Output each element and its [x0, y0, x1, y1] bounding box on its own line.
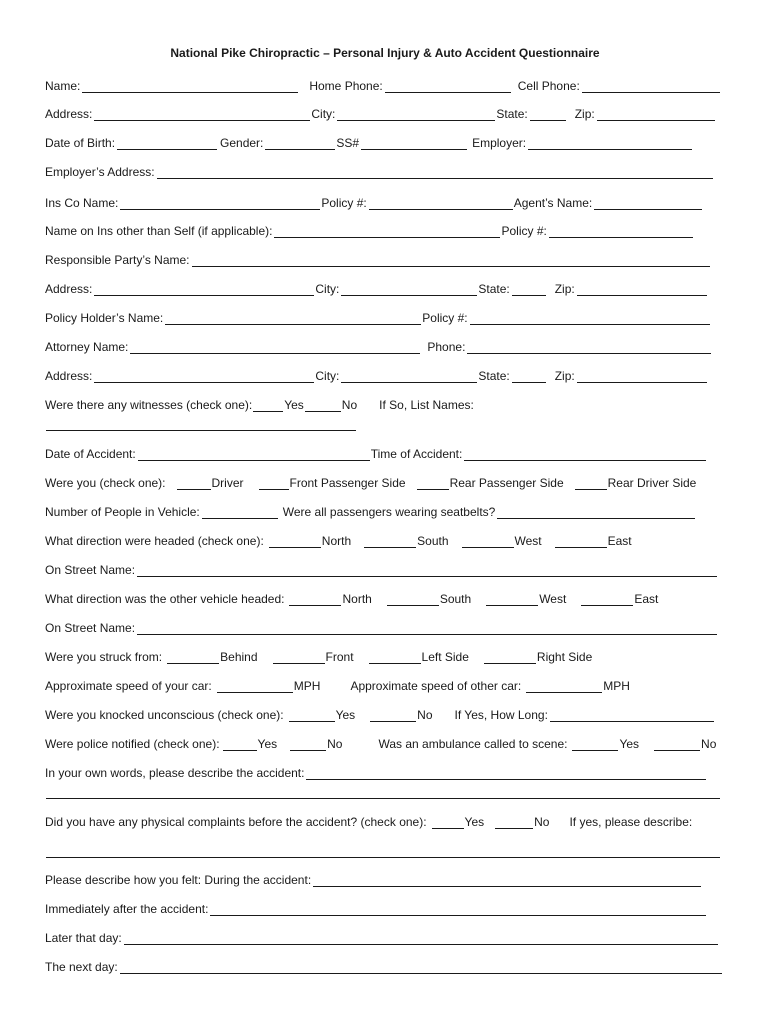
city-blank[interactable]: [337, 109, 495, 121]
gender-field: [220, 136, 336, 150]
driver-label: Driver: [211, 476, 244, 490]
no-blank[interactable]: [495, 817, 533, 829]
east-blank[interactable]: [581, 594, 633, 606]
name-row: [45, 79, 721, 93]
city-blank[interactable]: [341, 284, 477, 296]
attorney-name-field: [45, 340, 421, 354]
east-field: [580, 592, 658, 606]
employer-s-address-field: [45, 165, 714, 179]
west-label: West: [539, 592, 567, 606]
approximate-speed-of-other-car-field: [350, 679, 521, 693]
east-field: [554, 534, 632, 548]
city-field: [311, 107, 496, 121]
witnesses-line-row: [45, 419, 357, 431]
immediately-row: [45, 902, 707, 916]
state-blank[interactable]: [530, 109, 566, 121]
later-that-day-label: Later that day:: [45, 931, 122, 945]
home-phone-label: Home Phone:: [309, 79, 383, 93]
unconscious-row: [45, 708, 715, 722]
south-label: South: [417, 534, 449, 548]
name-on-ins-other-than-self-if-applicable-field: [45, 224, 501, 238]
agent-s-name-blank[interactable]: [594, 198, 702, 210]
north-field: [268, 534, 351, 548]
rear-driver-side-blank[interactable]: [575, 478, 607, 490]
address-blank[interactable]: [94, 284, 314, 296]
people-row: [45, 505, 696, 519]
policy-holder-s-name-label: Policy Holder’s Name:: [45, 311, 164, 325]
state-field: [478, 369, 546, 383]
on-street-name-label: On Street Name:: [45, 563, 136, 577]
driver-blank[interactable]: [177, 478, 211, 490]
no-label: No: [534, 815, 550, 829]
city-label: City:: [315, 282, 340, 296]
did-you-have-any-physical-complaints-before-the-accident-check-one-field: [45, 815, 427, 829]
rear-driver-side-label: Rear Driver Side: [607, 476, 697, 490]
responsible-party-s-name-label: Responsible Party’s Name:: [45, 253, 190, 267]
address-field: [45, 107, 311, 121]
yes-blank[interactable]: [572, 739, 618, 751]
were-police-notified-check-one-field: [45, 737, 220, 751]
rear-passenger-side-blank[interactable]: [417, 478, 449, 490]
west-blank[interactable]: [462, 536, 514, 548]
approximate-speed-of-your-car-field: [45, 679, 212, 693]
later-row: [45, 931, 719, 945]
in-your-own-words-please-describe-the-accident-label: In your own words, please describe the accident:: [45, 766, 305, 780]
cell-phone-blank[interactable]: [582, 81, 720, 93]
city-field: [315, 282, 478, 296]
no-field: [653, 737, 716, 751]
right-side-field: [483, 650, 592, 664]
time-of-accident-blank[interactable]: [464, 449, 706, 461]
no-field: [289, 737, 342, 751]
were-you-struck-from-label: Were you struck from:: [45, 650, 163, 664]
city-blank[interactable]: [341, 371, 477, 383]
no-label: No: [417, 708, 433, 722]
state-label: State:: [478, 282, 510, 296]
right-side-blank[interactable]: [484, 652, 536, 664]
in-your-own-words-please-describe-the-accident-blank[interactable]: [306, 768, 706, 780]
no-blank[interactable]: [654, 739, 700, 751]
policy-holder-s-name-blank[interactable]: [165, 313, 421, 325]
immediately-after-the-accident-label: Immediately after the accident:: [45, 902, 209, 916]
dob-row: [45, 136, 693, 150]
agent-s-name-label: Agent’s Name:: [513, 196, 593, 210]
policy-field: [321, 196, 513, 210]
on-street-name-label: On Street Name:: [45, 621, 136, 635]
were-you-struck-from-field: [45, 650, 162, 664]
immediately-after-the-accident-blank[interactable]: [210, 904, 706, 916]
north-blank[interactable]: [269, 536, 321, 548]
complaints-line-blank[interactable]: [46, 846, 720, 858]
zip-field: [555, 369, 708, 383]
address-label: Address:: [45, 369, 93, 383]
zip-field: [575, 107, 716, 121]
on-street-name-field: [45, 621, 718, 635]
the-next-day-label: The next day:: [45, 960, 118, 974]
state-blank[interactable]: [512, 371, 546, 383]
front-label: Front: [325, 650, 354, 664]
describe-line-blank[interactable]: [46, 787, 720, 799]
if-yes-how-long-field: [455, 708, 715, 722]
cell-phone-field: [518, 79, 721, 93]
zip-blank[interactable]: [577, 371, 707, 383]
address-label: Address:: [45, 107, 93, 121]
north-label: North: [321, 534, 352, 548]
were-there-any-witnesses-check-one-field: [45, 398, 252, 412]
policy-label: Policy #:: [321, 196, 367, 210]
form-title: National Pike Chiropractic – Personal Injury & Auto Accident Questionnaire: [170, 46, 600, 60]
state-field: [496, 107, 566, 121]
were-you-knocked-unconscious-check-one-label: Were you knocked unconscious (check one):: [45, 708, 284, 722]
rear-passenger-side-label: Rear Passenger Side: [449, 476, 564, 490]
mph-blank[interactable]: [526, 681, 602, 693]
responsible-row: [45, 253, 711, 267]
ins-co-name-label: Ins Co Name:: [45, 196, 119, 210]
address-blank[interactable]: [94, 371, 314, 383]
front-passenger-side-blank[interactable]: [259, 478, 289, 490]
what-direction-were-headed-check-one-field: [45, 534, 264, 548]
date-of-accident-field: [45, 447, 371, 461]
were-police-notified-check-one-label: Were police notified (check one):: [45, 737, 220, 751]
did-you-have-any-physical-complaints-before-the-accident-check-one-label: Did you have any physical complaints before the accident? (check one):: [45, 815, 427, 829]
describe-row: [45, 766, 707, 780]
front-field: [272, 650, 354, 664]
time-of-accident-field: [371, 447, 708, 461]
no-field: [304, 398, 357, 412]
north-label: North: [342, 592, 372, 606]
yes-field: [252, 398, 304, 412]
name-on-ins-other-than-self-if-applicable-label: Name on Ins other than Self (if applicable):: [45, 224, 273, 238]
mph-blank[interactable]: [217, 681, 293, 693]
state-label: State:: [496, 107, 528, 121]
phone-field: [427, 340, 712, 354]
state-label: State:: [478, 369, 510, 383]
what-direction-was-the-other-vehicle-headed-field: [45, 592, 284, 606]
number-of-people-in-vehicle-blank[interactable]: [202, 507, 278, 519]
name-blank[interactable]: [82, 81, 298, 93]
rear-driver-side-field: [574, 476, 697, 490]
ss-label: SS#: [336, 136, 360, 150]
insurance-row: [45, 196, 703, 210]
cell-phone-label: Cell Phone:: [517, 79, 580, 93]
were-you-check-one-field: [45, 476, 166, 490]
north-blank[interactable]: [289, 594, 341, 606]
felt-row: [45, 873, 702, 887]
left-side-field: [368, 650, 469, 664]
on-street-name-blank[interactable]: [137, 623, 717, 635]
the-next-day-blank[interactable]: [120, 962, 722, 974]
no-label: No: [327, 737, 343, 751]
policy-blank[interactable]: [369, 198, 513, 210]
address1-row: [45, 107, 716, 121]
attorney-name-blank[interactable]: [130, 342, 420, 354]
struck-row: [45, 650, 592, 664]
were-all-passengers-wearing-seatbelts-field: [283, 505, 697, 519]
immediately-after-the-accident-field: [45, 902, 707, 916]
was-an-ambulance-called-to-scene-label: Was an ambulance called to scene:: [378, 737, 568, 751]
yes-blank[interactable]: [223, 739, 257, 751]
number-of-people-in-vehicle-label: Number of People in Vehicle:: [45, 505, 200, 519]
yes-blank[interactable]: [432, 817, 464, 829]
policy-holder-row: [45, 311, 711, 325]
were-you-row: [45, 476, 696, 490]
please-describe-how-you-felt-during-the-accident-field: [45, 873, 702, 887]
yes-field: [571, 737, 639, 751]
behind-field: [166, 650, 257, 664]
policy-holder-s-name-field: [45, 311, 422, 325]
zip-field: [555, 282, 708, 296]
no-field: [494, 815, 549, 829]
if-so-list-names-field: [379, 398, 474, 412]
no-label: No: [701, 737, 717, 751]
west-label: West: [514, 534, 542, 548]
later-that-day-field: [45, 931, 719, 945]
describe-line-row: [45, 787, 721, 799]
address-label: Address:: [45, 282, 93, 296]
east-label: East: [607, 534, 632, 548]
front-passenger-side-field: [258, 476, 406, 490]
ss-blank[interactable]: [361, 138, 467, 150]
east-blank[interactable]: [555, 536, 607, 548]
employer-s-address-blank[interactable]: [157, 167, 713, 179]
city-label: City:: [315, 369, 340, 383]
accident-date-row: [45, 447, 707, 461]
ins-co-name-field: [45, 196, 321, 210]
south-field: [386, 592, 471, 606]
north-field: [288, 592, 371, 606]
rear-passenger-side-field: [416, 476, 564, 490]
approximate-speed-of-other-car-label: Approximate speed of other car:: [350, 679, 522, 693]
employer-field: [472, 136, 693, 150]
zip-label: Zip:: [554, 369, 575, 383]
later-that-day-blank[interactable]: [124, 933, 718, 945]
date-of-birth-field: [45, 136, 218, 150]
state-blank[interactable]: [512, 284, 546, 296]
gender-label: Gender:: [220, 136, 264, 150]
other-direction-row: [45, 592, 658, 606]
behind-blank[interactable]: [167, 652, 219, 664]
were-you-check-one-label: Were you (check one):: [45, 476, 166, 490]
south-field: [363, 534, 448, 548]
date-of-birth-label: Date of Birth:: [45, 136, 116, 150]
ss-field: [336, 136, 468, 150]
were-all-passengers-wearing-seatbelts-label: Were all passengers wearing seatbelts?: [282, 505, 496, 519]
policy-blank[interactable]: [470, 313, 710, 325]
gender-blank[interactable]: [265, 138, 335, 150]
employer-blank[interactable]: [528, 138, 692, 150]
responsible-party-s-name-blank[interactable]: [192, 255, 710, 267]
agent-s-name-field: [514, 196, 704, 210]
if-so-list-names-label: If So, List Names:: [379, 398, 474, 412]
name-label: Name:: [45, 79, 81, 93]
yes-field: [431, 815, 485, 829]
witnesses-line-blank[interactable]: [46, 419, 356, 431]
yes-field: [222, 737, 278, 751]
direction-row: [45, 534, 632, 548]
was-an-ambulance-called-to-scene-field: [378, 737, 567, 751]
address2-row: [45, 282, 708, 296]
mph-label: MPH: [603, 679, 630, 693]
zip-blank[interactable]: [597, 109, 715, 121]
no-blank[interactable]: [305, 400, 341, 412]
date-of-birth-blank[interactable]: [117, 138, 217, 150]
left-side-label: Left Side: [421, 650, 469, 664]
no-field: [369, 708, 432, 722]
responsible-party-s-name-field: [45, 253, 711, 267]
yes-label: Yes: [464, 815, 485, 829]
date-of-accident-label: Date of Accident:: [45, 447, 136, 461]
west-field: [461, 534, 542, 548]
attorney-name-label: Attorney Name:: [45, 340, 129, 354]
yes-blank[interactable]: [253, 400, 283, 412]
phone-blank[interactable]: [467, 342, 711, 354]
were-all-passengers-wearing-seatbelts-blank[interactable]: [497, 507, 695, 519]
the-next-day-field: [45, 960, 723, 974]
street2-row: [45, 621, 718, 635]
please-describe-how-you-felt-during-the-accident-blank[interactable]: [313, 875, 701, 887]
mph-field: [525, 679, 630, 693]
city-label: City:: [311, 107, 336, 121]
south-blank[interactable]: [364, 536, 416, 548]
employer-s-address-label: Employer’s Address:: [45, 165, 155, 179]
mph-label: MPH: [293, 679, 321, 693]
speed-row: [45, 679, 630, 693]
name-on-ins-other-than-self-if-applicable-blank[interactable]: [274, 226, 500, 238]
if-yes-please-describe-field: [569, 815, 692, 829]
address-field: [45, 369, 315, 383]
west-field: [485, 592, 566, 606]
home-phone-field: [309, 79, 511, 93]
witnesses-row: [45, 398, 474, 412]
driver-field: [176, 476, 244, 490]
please-describe-how-you-felt-during-the-accident-label: Please describe how you felt: During the accident:: [45, 873, 312, 887]
yes-label: Yes: [284, 398, 304, 412]
what-direction-were-headed-check-one-label: What direction were headed (check one):: [45, 534, 264, 548]
witnesses-line-field: [45, 419, 357, 431]
phone-label: Phone:: [427, 340, 466, 354]
complaints-line-row: [45, 846, 721, 858]
ins-co-name-blank[interactable]: [120, 198, 320, 210]
yes-label: Yes: [257, 737, 278, 751]
employer-label: Employer:: [472, 136, 527, 150]
no-label: No: [341, 398, 358, 412]
west-blank[interactable]: [486, 594, 538, 606]
no-blank[interactable]: [370, 710, 416, 722]
police-row: [45, 737, 716, 751]
if-yes-how-long-label: If Yes, How Long:: [454, 708, 548, 722]
next-day-row: [45, 960, 723, 974]
describe-line-field: [45, 787, 721, 799]
were-you-knocked-unconscious-check-one-field: [45, 708, 284, 722]
if-yes-please-describe-label: If yes, please describe:: [569, 815, 693, 829]
what-direction-was-the-other-vehicle-headed-label: What direction was the other vehicle headed:: [45, 592, 285, 606]
if-yes-how-long-blank[interactable]: [550, 710, 714, 722]
name-field: [45, 79, 299, 93]
state-field: [478, 282, 546, 296]
approximate-speed-of-your-car-label: Approximate speed of your car:: [45, 679, 212, 693]
left-side-blank[interactable]: [369, 652, 421, 664]
policy-blank[interactable]: [549, 226, 693, 238]
right-side-label: Right Side: [536, 650, 593, 664]
on-street-name-blank[interactable]: [137, 565, 717, 577]
yes-field: [288, 708, 356, 722]
zip-label: Zip:: [574, 107, 595, 121]
number-of-people-in-vehicle-field: [45, 505, 279, 519]
yes-blank[interactable]: [289, 710, 335, 722]
zip-label: Zip:: [554, 282, 575, 296]
city-field: [315, 369, 478, 383]
yes-label: Yes: [335, 708, 356, 722]
street1-row: [45, 563, 718, 577]
on-street-name-field: [45, 563, 718, 577]
address-field: [45, 282, 315, 296]
policy-label: Policy #:: [422, 311, 468, 325]
policy-field: [501, 224, 693, 238]
policy-label: Policy #:: [501, 224, 547, 238]
in-your-own-words-please-describe-the-accident-field: [45, 766, 707, 780]
front-blank[interactable]: [273, 652, 325, 664]
yes-label: Yes: [619, 737, 640, 751]
date-of-accident-blank[interactable]: [138, 449, 370, 461]
east-label: East: [634, 592, 659, 606]
address-blank[interactable]: [94, 109, 310, 121]
zip-blank[interactable]: [577, 284, 707, 296]
front-passenger-side-label: Front Passenger Side: [289, 476, 406, 490]
home-phone-blank[interactable]: [385, 81, 511, 93]
south-blank[interactable]: [387, 594, 439, 606]
ins-other-row: [45, 224, 694, 238]
behind-label: Behind: [220, 650, 258, 664]
south-label: South: [439, 592, 472, 606]
employer-address-row: [45, 165, 714, 179]
policy-field: [422, 311, 710, 325]
address3-row: [45, 369, 708, 383]
were-there-any-witnesses-check-one-label: Were there any witnesses (check one):: [45, 398, 253, 412]
complaints-row: [45, 815, 692, 829]
complaints-line-field: [45, 846, 721, 858]
mph-field: [216, 679, 321, 693]
no-blank[interactable]: [290, 739, 326, 751]
time-of-accident-label: Time of Accident:: [370, 447, 463, 461]
attorney-row: [45, 340, 712, 354]
